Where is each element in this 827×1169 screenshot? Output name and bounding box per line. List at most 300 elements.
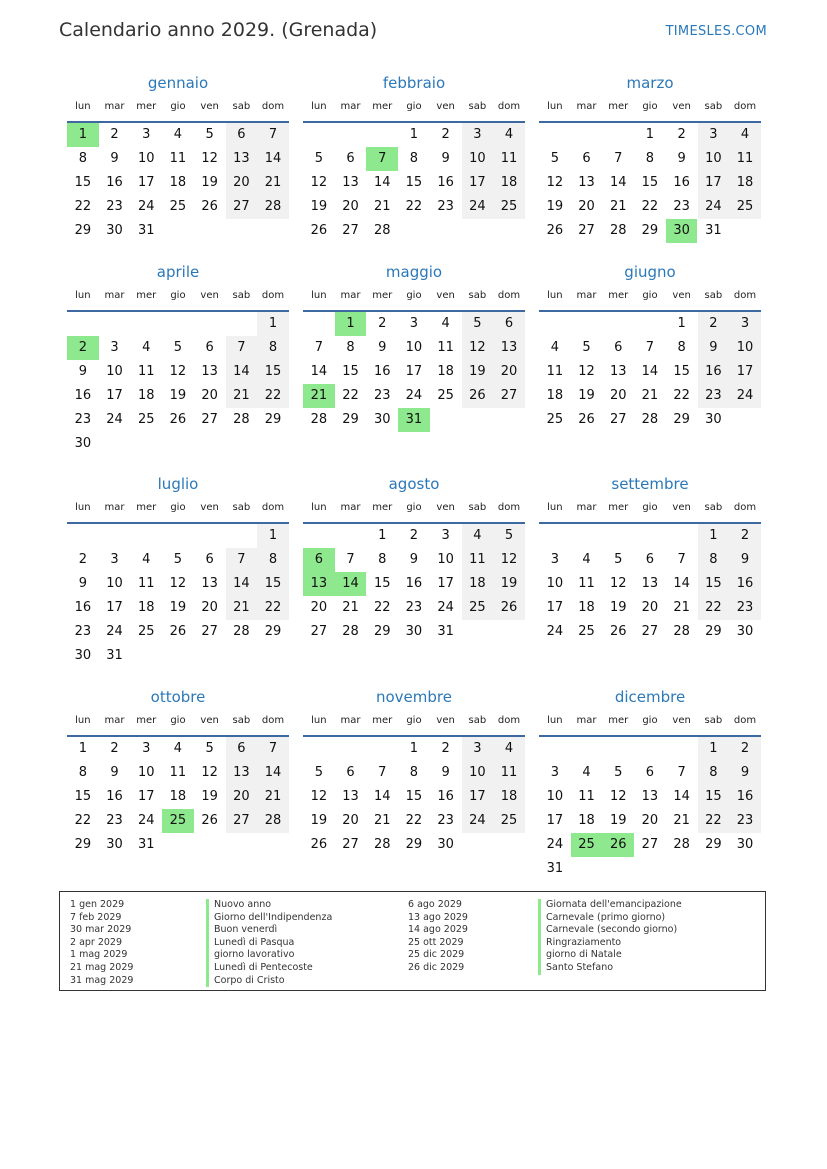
day-cell: 22 xyxy=(405,199,423,214)
day-cell: 28 xyxy=(233,412,250,427)
legend-holiday-name: Ringraziamento xyxy=(538,937,682,950)
day-cell: 13 xyxy=(226,761,258,785)
weekday-label: gio xyxy=(642,290,658,301)
day-cell: 7 xyxy=(645,340,655,355)
weekday-label: ven xyxy=(672,290,691,301)
weekday-label: gio xyxy=(406,290,422,301)
day-cell: 29 xyxy=(74,223,92,238)
day-cell: 30 xyxy=(106,223,123,238)
day-cell: 16 xyxy=(673,175,690,190)
day-cell: 30 xyxy=(74,648,92,663)
day-cell: 29 xyxy=(74,837,92,852)
day-cell: 17 xyxy=(698,171,730,195)
day-cell: 12 xyxy=(310,789,328,804)
day-cell: 13 xyxy=(493,336,525,360)
day-cell: 9 xyxy=(78,364,87,379)
month-title: maggio xyxy=(385,263,443,281)
day-cell: 25 xyxy=(137,412,155,427)
day-cell: 23 xyxy=(437,199,454,214)
day-cell: 30 xyxy=(437,837,454,852)
weekday-label: lun xyxy=(547,290,563,301)
day-cell: 27 xyxy=(641,837,659,852)
day-cell: 27 xyxy=(578,223,595,238)
day-cell: 15 xyxy=(257,360,289,384)
day-cell: 10 xyxy=(546,789,564,804)
legend-dates-1 xyxy=(70,899,133,987)
month-title: dicembre xyxy=(614,688,686,706)
day-cell: 11 xyxy=(137,576,155,591)
day-cell: 8 xyxy=(409,151,419,166)
weekday-label: ven xyxy=(436,290,455,301)
day-cell: 23 xyxy=(106,199,123,214)
day-cell: 25 xyxy=(169,199,187,214)
day-cell: 3 xyxy=(142,741,151,756)
legend-date: 1 gen 2029 xyxy=(70,899,125,910)
day-cell: 20 xyxy=(609,388,627,403)
day-cell: 19 xyxy=(169,388,187,403)
day-cell: 18 xyxy=(169,175,187,190)
weekday-label: dom xyxy=(261,715,285,726)
holiday-day-cell: 30 xyxy=(666,219,698,243)
day-cell: 5 xyxy=(493,524,525,548)
day-cell: 18 xyxy=(437,364,454,379)
weekday-label: sab xyxy=(468,502,487,513)
day-cell: 18 xyxy=(729,171,761,195)
day-cell: 25 xyxy=(546,412,564,427)
day-cell: 26 xyxy=(310,837,328,852)
day-cell: 6 xyxy=(205,552,214,567)
day-cell: 7 xyxy=(257,123,289,147)
weekday-label: ven xyxy=(672,502,691,513)
day-cell: 23 xyxy=(74,412,92,427)
day-cell: 9 xyxy=(78,576,87,591)
day-cell: 9 xyxy=(677,151,686,166)
day-cell: 11 xyxy=(169,765,187,780)
day-cell: 24 xyxy=(405,388,423,403)
day-cell: 5 xyxy=(582,340,591,355)
holiday-day-cell: 21 xyxy=(303,384,335,408)
weekday-label: gio xyxy=(406,715,422,726)
day-cell: 1 xyxy=(78,741,87,756)
day-cell: 9 xyxy=(729,548,761,572)
weekday-label: gio xyxy=(406,502,422,513)
day-cell: 4 xyxy=(493,123,525,147)
legend-dates-2 xyxy=(408,899,468,975)
day-cell: 2 xyxy=(110,741,119,756)
day-cell: 12 xyxy=(578,364,595,379)
holiday-day-cell: 26 xyxy=(602,833,634,857)
day-cell: 29 xyxy=(373,624,391,639)
day-cell: 10 xyxy=(106,576,123,591)
weekday-header xyxy=(67,715,289,731)
legend-date: 26 dic 2029 xyxy=(408,961,465,973)
day-cell: 21 xyxy=(673,813,690,828)
day-cell: 21 xyxy=(641,388,659,403)
day-cell: 15 xyxy=(698,785,730,809)
day-cell: 23 xyxy=(373,388,391,403)
day-cell: 13 xyxy=(201,364,218,379)
weekday-label: gio xyxy=(170,715,186,726)
day-cell: 13 xyxy=(226,147,258,171)
holiday-day-cell: 1 xyxy=(67,123,99,147)
day-cell: 27 xyxy=(609,412,627,427)
day-cell: 22 xyxy=(641,199,659,214)
day-cell: 19 xyxy=(609,813,627,828)
day-cell: 10 xyxy=(137,765,155,780)
day-cell: 20 xyxy=(310,600,328,615)
legend-holiday-name: Lunedì di Pentecoste xyxy=(206,962,332,975)
day-cell: 18 xyxy=(137,388,155,403)
day-cell: 4 xyxy=(493,737,525,761)
day-cell: 11 xyxy=(578,789,595,804)
day-cell: 10 xyxy=(698,147,730,171)
weekday-label: mer xyxy=(136,101,157,112)
day-cell: 20 xyxy=(578,199,595,214)
day-cell: 8 xyxy=(378,552,387,567)
day-cell: 23 xyxy=(698,384,730,408)
weekday-label: ven xyxy=(436,715,455,726)
weekday-header xyxy=(303,715,525,731)
weekday-label: ven xyxy=(200,290,219,301)
weekday-label: gio xyxy=(642,101,658,112)
day-cell: 30 xyxy=(74,436,92,451)
day-cell: 19 xyxy=(310,813,328,828)
day-cell: 10 xyxy=(137,151,155,166)
day-cell: 17 xyxy=(437,576,454,591)
weekday-label: dom xyxy=(497,502,521,513)
day-cell: 20 xyxy=(226,171,258,195)
day-cell: 14 xyxy=(609,175,627,190)
day-cell: 27 xyxy=(342,837,359,852)
weekday-label: ven xyxy=(200,502,219,513)
day-cell: 27 xyxy=(641,624,659,639)
day-cell: 13 xyxy=(641,576,659,591)
day-cell: 22 xyxy=(74,813,92,828)
day-cell: 2 xyxy=(409,528,419,543)
day-cell: 1 xyxy=(698,737,730,761)
day-cell: 26 xyxy=(546,223,564,238)
day-cell: 28 xyxy=(373,837,391,852)
weekday-label: gio xyxy=(170,290,186,301)
day-cell: 6 xyxy=(346,151,355,166)
day-cell: 7 xyxy=(677,765,686,780)
day-cell: 30 xyxy=(106,837,123,852)
weekday-header xyxy=(67,290,289,306)
day-cell: 16 xyxy=(74,600,92,615)
day-cell: 21 xyxy=(609,199,627,214)
day-cell: 5 xyxy=(462,312,494,336)
day-cell: 1 xyxy=(409,741,419,756)
day-cell: 9 xyxy=(729,761,761,785)
brand-link[interactable]: TIMESLES.COM xyxy=(665,24,767,39)
legend-names-2 xyxy=(538,899,682,975)
day-cell: 29 xyxy=(264,624,282,639)
day-cell: 7 xyxy=(677,552,686,567)
month-title: novembre xyxy=(376,688,452,706)
legend-date: 25 dic 2029 xyxy=(408,949,465,961)
day-cell: 10 xyxy=(729,336,761,360)
day-cell: 19 xyxy=(462,360,494,384)
weekday-label: ven xyxy=(200,715,219,726)
day-cell: 28 xyxy=(342,624,359,639)
day-cell: 1 xyxy=(257,312,289,336)
holiday-day-cell: 25 xyxy=(571,833,603,857)
day-cell: 2 xyxy=(441,741,450,756)
day-cell: 14 xyxy=(373,175,391,190)
day-cell: 6 xyxy=(226,123,258,147)
day-cell: 22 xyxy=(257,384,289,408)
day-cell: 31 xyxy=(437,624,454,639)
day-cell: 16 xyxy=(405,576,423,591)
day-cell: 30 xyxy=(736,624,754,639)
day-cell: 13 xyxy=(201,576,218,591)
day-cell: 26 xyxy=(201,813,218,828)
day-cell: 30 xyxy=(705,412,722,427)
month-title: settembre xyxy=(611,475,689,493)
weekday-label: lun xyxy=(311,502,327,513)
day-cell: 16 xyxy=(729,572,761,596)
day-cell: 22 xyxy=(673,388,690,403)
day-cell: 29 xyxy=(342,412,359,427)
day-cell: 20 xyxy=(493,360,525,384)
day-cell: 3 xyxy=(441,528,450,543)
weekday-header xyxy=(303,290,525,306)
day-cell: 8 xyxy=(677,340,686,355)
day-cell: 5 xyxy=(614,552,623,567)
day-cell: 26 xyxy=(201,199,218,214)
day-cell: 14 xyxy=(226,572,258,596)
day-cell: 2 xyxy=(110,127,119,142)
day-cell: 28 xyxy=(233,624,250,639)
day-cell: 24 xyxy=(137,813,155,828)
weekday-label: mar xyxy=(104,290,125,301)
day-cell: 5 xyxy=(550,151,559,166)
day-cell: 26 xyxy=(609,624,627,639)
day-cell: 24 xyxy=(106,624,123,639)
day-cell: 16 xyxy=(437,789,454,804)
holiday-day-cell: 25 xyxy=(162,809,194,833)
day-cell: 5 xyxy=(314,765,323,780)
day-cell: 2 xyxy=(378,316,387,331)
day-cell: 3 xyxy=(110,552,119,567)
day-cell: 9 xyxy=(110,765,119,780)
weekday-label: sab xyxy=(468,290,487,301)
day-cell: 18 xyxy=(462,572,494,596)
day-cell: 8 xyxy=(645,151,655,166)
weekday-label: mer xyxy=(372,715,393,726)
day-cell: 15 xyxy=(405,789,423,804)
day-cell: 11 xyxy=(462,548,494,572)
day-cell: 21 xyxy=(226,596,258,620)
day-cell: 12 xyxy=(169,576,187,591)
day-cell: 26 xyxy=(493,596,525,620)
weekday-label: ven xyxy=(436,502,455,513)
holiday-day-cell: 13 xyxy=(303,572,335,596)
day-cell: 6 xyxy=(493,312,525,336)
day-cell: 16 xyxy=(106,789,123,804)
day-cell: 4 xyxy=(582,765,591,780)
weekday-label: lun xyxy=(311,715,327,726)
weekday-label: sab xyxy=(232,715,251,726)
day-cell: 29 xyxy=(264,412,282,427)
month-title: marzo xyxy=(626,74,674,92)
month-title: agosto xyxy=(388,475,440,493)
day-cell: 2 xyxy=(441,127,450,142)
weekday-label: sab xyxy=(232,101,251,112)
day-cell: 31 xyxy=(546,861,564,876)
day-cell: 15 xyxy=(641,175,659,190)
day-cell: 9 xyxy=(409,552,419,567)
day-cell: 22 xyxy=(373,600,391,615)
weekday-label: mer xyxy=(372,101,393,112)
day-cell: 24 xyxy=(546,624,564,639)
day-cell: 12 xyxy=(462,336,494,360)
weekday-label: sab xyxy=(704,101,723,112)
legend-date: 7 feb 2029 xyxy=(70,911,122,923)
day-cell: 17 xyxy=(462,785,494,809)
weekday-label: sab xyxy=(704,502,723,513)
day-cell: 19 xyxy=(310,199,328,214)
day-cell: 17 xyxy=(405,364,423,379)
weekday-label: mer xyxy=(608,502,629,513)
day-cell: 17 xyxy=(462,171,494,195)
weekday-label: mer xyxy=(608,101,629,112)
day-cell: 23 xyxy=(437,813,454,828)
legend-date: 25 ott 2029 xyxy=(408,936,464,948)
weekday-label: lun xyxy=(547,502,563,513)
day-cell: 20 xyxy=(641,813,659,828)
day-cell: 26 xyxy=(169,624,187,639)
legend-holiday-name: Giorno dell'Indipendenza xyxy=(206,912,332,925)
day-cell: 22 xyxy=(74,199,92,214)
day-cell: 31 xyxy=(137,223,155,238)
weekday-label: lun xyxy=(547,101,563,112)
weekday-label: mer xyxy=(608,715,629,726)
legend-names-1 xyxy=(206,899,332,987)
day-cell: 22 xyxy=(698,596,730,620)
day-cell: 27 xyxy=(342,223,359,238)
day-cell: 11 xyxy=(729,147,761,171)
day-cell: 8 xyxy=(698,761,730,785)
day-cell: 13 xyxy=(342,789,359,804)
weekday-label: lun xyxy=(75,290,91,301)
day-cell: 9 xyxy=(698,336,730,360)
day-cell: 18 xyxy=(546,388,564,403)
day-cell: 29 xyxy=(405,837,423,852)
day-cell: 15 xyxy=(74,175,92,190)
weekday-label: dom xyxy=(733,715,757,726)
day-cell: 26 xyxy=(462,384,494,408)
weekday-label: mar xyxy=(340,101,361,112)
day-cell: 23 xyxy=(729,809,761,833)
day-cell: 7 xyxy=(346,552,355,567)
legend-holiday-name: giorno lavorativo xyxy=(206,949,332,962)
day-cell: 21 xyxy=(257,785,289,809)
day-cell: 28 xyxy=(641,412,659,427)
day-cell: 4 xyxy=(142,340,151,355)
legend-holiday-name: Nuovo anno xyxy=(206,899,332,912)
month-title: aprile xyxy=(156,263,200,281)
day-cell: 21 xyxy=(342,600,359,615)
weekday-label: mar xyxy=(340,715,361,726)
day-cell: 29 xyxy=(673,412,690,427)
day-cell: 10 xyxy=(106,364,123,379)
day-cell: 21 xyxy=(373,199,391,214)
day-cell: 4 xyxy=(173,127,183,142)
day-cell: 10 xyxy=(462,761,494,785)
day-cell: 10 xyxy=(405,340,423,355)
weekday-label: dom xyxy=(261,502,285,513)
day-cell: 6 xyxy=(346,765,355,780)
day-cell: 17 xyxy=(106,388,123,403)
day-cell: 10 xyxy=(546,576,564,591)
holiday-legend xyxy=(59,891,766,991)
month-title: luglio xyxy=(157,475,199,493)
weekday-label: ven xyxy=(672,101,691,112)
day-cell: 28 xyxy=(673,837,690,852)
day-cell: 20 xyxy=(342,199,359,214)
day-cell: 22 xyxy=(698,809,730,833)
weekday-label: sab xyxy=(468,101,487,112)
weekday-label: mar xyxy=(340,502,361,513)
day-cell: 17 xyxy=(546,813,564,828)
day-cell: 7 xyxy=(226,548,258,572)
day-cell: 15 xyxy=(698,572,730,596)
weekday-label: sab xyxy=(232,502,251,513)
day-cell: 19 xyxy=(169,600,187,615)
day-cell: 5 xyxy=(173,340,183,355)
day-cell: 27 xyxy=(226,195,258,219)
day-cell: 13 xyxy=(578,175,595,190)
day-cell: 4 xyxy=(173,741,183,756)
weekday-label: dom xyxy=(733,101,757,112)
day-cell: 8 xyxy=(78,765,87,780)
day-cell: 15 xyxy=(673,364,690,379)
day-cell: 19 xyxy=(609,600,627,615)
header-divider xyxy=(67,522,289,524)
day-cell: 1 xyxy=(645,127,655,142)
holiday-day-cell: 6 xyxy=(303,548,335,572)
weekday-label: gio xyxy=(406,101,422,112)
day-cell: 29 xyxy=(705,837,722,852)
day-cell: 19 xyxy=(201,789,218,804)
day-cell: 22 xyxy=(405,813,423,828)
holiday-day-cell: 2 xyxy=(67,336,99,360)
weekday-label: dom xyxy=(497,101,521,112)
day-cell: 12 xyxy=(546,175,564,190)
day-cell: 16 xyxy=(729,785,761,809)
weekday-label: gio xyxy=(170,502,186,513)
weekday-label: lun xyxy=(311,101,327,112)
legend-holiday-name: Carnevale (primo giorno) xyxy=(538,912,682,925)
day-cell: 2 xyxy=(729,524,761,548)
day-cell: 3 xyxy=(110,340,119,355)
day-cell: 30 xyxy=(736,837,754,852)
day-cell: 18 xyxy=(137,600,155,615)
day-cell: 4 xyxy=(462,524,494,548)
day-cell: 11 xyxy=(169,151,187,166)
day-cell: 12 xyxy=(493,548,525,572)
day-cell: 23 xyxy=(673,199,690,214)
weekday-header xyxy=(539,502,761,518)
legend-date: 21 mag 2029 xyxy=(70,961,134,973)
month-title: ottobre xyxy=(150,688,206,706)
day-cell: 12 xyxy=(310,175,328,190)
day-cell: 12 xyxy=(201,151,218,166)
day-cell: 11 xyxy=(493,761,525,785)
weekday-label: lun xyxy=(75,101,91,112)
day-cell: 5 xyxy=(173,552,183,567)
